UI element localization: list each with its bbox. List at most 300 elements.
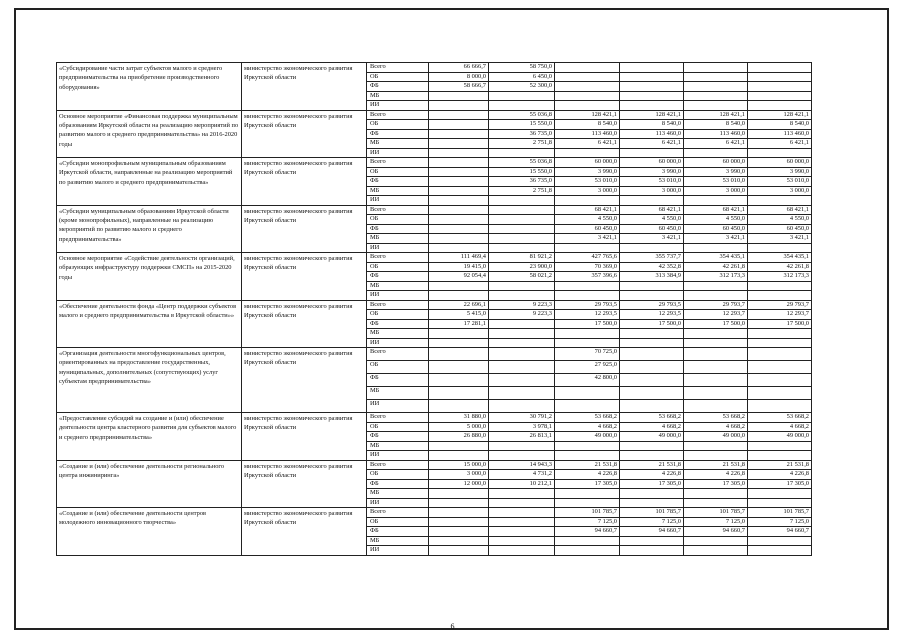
amount-cell: 4 668,2: [684, 422, 748, 432]
amount-cell: [555, 329, 620, 339]
amount-cell: [684, 374, 748, 387]
amount-cell: 7 125,0: [620, 517, 684, 527]
amount-cell: [555, 489, 620, 499]
amount-cell: [555, 281, 620, 291]
amount-cell: [620, 243, 684, 253]
amount-cell: [429, 387, 489, 400]
amount-cell: [555, 91, 620, 101]
amount-cell: [489, 319, 555, 329]
amount-cell: 92 054,4: [429, 272, 489, 282]
amount-cell: [684, 243, 748, 253]
amount-cell: [684, 536, 748, 546]
funding-source-cell: ИИ: [367, 148, 429, 158]
amount-cell: 60 450,0: [748, 224, 812, 234]
amount-cell: 94 660,7: [684, 527, 748, 537]
amount-cell: 4 668,2: [620, 422, 684, 432]
executor-cell: министерство экономического развития Иркутской области: [242, 413, 367, 461]
amount-cell: [748, 82, 812, 92]
amount-cell: 4 550,0: [684, 215, 748, 225]
amount-cell: 55 036,8: [489, 110, 555, 120]
amount-cell: 22 696,1: [429, 300, 489, 310]
amount-cell: 9 223,3: [489, 310, 555, 320]
amount-cell: 3 990,0: [620, 167, 684, 177]
amount-cell: 111 469,4: [429, 253, 489, 263]
amount-cell: [620, 196, 684, 206]
amount-cell: 53 668,2: [555, 413, 620, 423]
amount-cell: 15 550,0: [489, 167, 555, 177]
amount-cell: 58 021,2: [489, 272, 555, 282]
amount-cell: [620, 291, 684, 301]
amount-cell: [429, 205, 489, 215]
funding-source-cell: Всего: [367, 205, 429, 215]
amount-cell: [429, 148, 489, 158]
amount-cell: [489, 215, 555, 225]
funding-source-cell: ОБ: [367, 361, 429, 374]
amount-cell: 26 880,0: [429, 432, 489, 442]
funding-source-cell: МБ: [367, 536, 429, 546]
amount-cell: 312 173,3: [748, 272, 812, 282]
amount-cell: 55 036,8: [489, 158, 555, 168]
activity-name-cell: «Субсидирование части затрат субъектов малого и среднего предпринимательства на приобретение производственного оборудования»: [57, 63, 242, 111]
amount-cell: [555, 82, 620, 92]
activity-name-cell: «Субсидии муниципальным образованиям Иркутской области (кроме монопрофильных), направленные на реализацию мероприятий по развитию малого и среднего предпринимательства»: [57, 205, 242, 253]
funding-source-cell: ОБ: [367, 167, 429, 177]
table-row: [57, 158, 812, 168]
amount-cell: 6 421,1: [620, 139, 684, 149]
amount-cell: 3 421,1: [748, 234, 812, 244]
amount-cell: 49 000,0: [748, 432, 812, 442]
amount-cell: 29 793,5: [620, 300, 684, 310]
amount-cell: [748, 361, 812, 374]
amount-cell: [489, 546, 555, 556]
amount-cell: 3 000,0: [684, 186, 748, 196]
amount-cell: 17 500,0: [748, 319, 812, 329]
funding-source-cell: МБ: [367, 234, 429, 244]
funding-source-cell: Всего: [367, 110, 429, 120]
funding-source-cell: МБ: [367, 441, 429, 451]
amount-cell: 3 421,1: [620, 234, 684, 244]
amount-cell: 4 668,2: [748, 422, 812, 432]
amount-cell: [429, 536, 489, 546]
amount-cell: [684, 348, 748, 361]
funding-source-cell: ФБ: [367, 527, 429, 537]
amount-cell: 23 900,0: [489, 262, 555, 272]
amount-cell: 8 000,0: [429, 72, 489, 82]
amount-cell: [555, 338, 620, 348]
activity-name-cell: Основное мероприятие «Финансовая поддержка муниципальным образованиям Иркутской области на реализацию мероприятий по развитию малого и среднего предпринимательства» на 2016-2020 годы: [57, 110, 242, 158]
funding-source-cell: ОБ: [367, 517, 429, 527]
amount-cell: [429, 234, 489, 244]
executor-cell: министерство экономического развития Иркутской области: [242, 253, 367, 301]
amount-cell: 113 460,0: [748, 129, 812, 139]
table-row: [57, 413, 812, 423]
amount-cell: 53 010,0: [620, 177, 684, 187]
executor-cell: министерство экономического развития Иркутской области: [242, 158, 367, 206]
amount-cell: [748, 291, 812, 301]
amount-cell: 4 550,0: [620, 215, 684, 225]
amount-cell: [489, 148, 555, 158]
amount-cell: [555, 63, 620, 73]
amount-cell: [429, 527, 489, 537]
amount-cell: [748, 441, 812, 451]
amount-cell: [684, 361, 748, 374]
amount-cell: [620, 498, 684, 508]
amount-cell: 3 000,0: [620, 186, 684, 196]
amount-cell: [684, 63, 748, 73]
activity-name-cell: «Субсидии монопрофильным муниципальным образованиям Иркутской области, направленные на реализацию мероприятий по развитию малого и среднего предпринимательства»: [57, 158, 242, 206]
amount-cell: 5 415,0: [429, 310, 489, 320]
amount-cell: 4 550,0: [748, 215, 812, 225]
amount-cell: [489, 374, 555, 387]
amount-cell: 128 421,1: [748, 110, 812, 120]
amount-cell: 3 421,1: [555, 234, 620, 244]
funding-source-cell: ФБ: [367, 272, 429, 282]
amount-cell: 52 300,0: [489, 82, 555, 92]
amount-cell: 113 460,0: [555, 129, 620, 139]
amount-cell: [429, 348, 489, 361]
amount-cell: 26 813,1: [489, 432, 555, 442]
amount-cell: 12 293,5: [620, 310, 684, 320]
amount-cell: [489, 101, 555, 111]
amount-cell: [489, 224, 555, 234]
amount-cell: 27 925,0: [555, 361, 620, 374]
amount-cell: 113 460,0: [684, 129, 748, 139]
amount-cell: 42 261,8: [748, 262, 812, 272]
amount-cell: [555, 148, 620, 158]
amount-cell: [489, 329, 555, 339]
funding-source-cell: ИИ: [367, 196, 429, 206]
funding-source-cell: Всего: [367, 253, 429, 263]
activity-name-cell: «Создание и (или) обеспечение деятельности центров молодежного инновационного творчества»: [57, 508, 242, 556]
funding-source-cell: МБ: [367, 91, 429, 101]
amount-cell: 8 540,0: [555, 120, 620, 130]
amount-cell: [429, 110, 489, 120]
amount-cell: [489, 243, 555, 253]
amount-cell: [489, 234, 555, 244]
amount-cell: 3 990,0: [684, 167, 748, 177]
amount-cell: [429, 489, 489, 499]
amount-cell: [620, 348, 684, 361]
amount-cell: [555, 536, 620, 546]
amount-cell: 21 531,8: [748, 460, 812, 470]
amount-cell: [489, 338, 555, 348]
amount-cell: 17 305,0: [555, 479, 620, 489]
funding-source-cell: ИИ: [367, 498, 429, 508]
funding-source-cell: ФБ: [367, 432, 429, 442]
funding-source-cell: Всего: [367, 348, 429, 361]
amount-cell: [684, 387, 748, 400]
amount-cell: [429, 329, 489, 339]
amount-cell: [429, 91, 489, 101]
amount-cell: [748, 63, 812, 73]
table-row: [57, 110, 812, 120]
amount-cell: [429, 139, 489, 149]
funding-source-cell: МБ: [367, 186, 429, 196]
funding-source-cell: Всего: [367, 158, 429, 168]
funding-source-cell: ФБ: [367, 374, 429, 387]
executor-cell: министерство экономического развития Иркутской области: [242, 348, 367, 413]
funding-source-cell: ОБ: [367, 310, 429, 320]
amount-cell: 8 540,0: [684, 120, 748, 130]
amount-cell: [429, 508, 489, 518]
amount-cell: [555, 400, 620, 413]
amount-cell: 15 550,0: [489, 120, 555, 130]
amount-cell: 94 660,7: [555, 527, 620, 537]
amount-cell: 2 751,8: [489, 139, 555, 149]
amount-cell: [684, 281, 748, 291]
amount-cell: 19 415,0: [429, 262, 489, 272]
amount-cell: [684, 400, 748, 413]
amount-cell: 3 000,0: [429, 470, 489, 480]
amount-cell: 31 880,0: [429, 413, 489, 423]
amount-cell: [555, 196, 620, 206]
amount-cell: [620, 101, 684, 111]
amount-cell: [555, 387, 620, 400]
amount-cell: 81 921,2: [489, 253, 555, 263]
amount-cell: [684, 148, 748, 158]
amount-cell: [684, 498, 748, 508]
amount-cell: [489, 361, 555, 374]
amount-cell: 4 226,8: [555, 470, 620, 480]
amount-cell: [555, 451, 620, 461]
amount-cell: 3 000,0: [555, 186, 620, 196]
activity-name-cell: «Обеспечение деятельности фонда «Центр поддержки субъектов малого и среднего предпринимательства в Иркутской области»»: [57, 300, 242, 348]
funding-source-cell: ОБ: [367, 262, 429, 272]
amount-cell: [684, 451, 748, 461]
funding-source-cell: ИИ: [367, 338, 429, 348]
table-row: [57, 253, 812, 263]
amount-cell: [748, 329, 812, 339]
amount-cell: 58 750,0: [489, 63, 555, 73]
amount-cell: [684, 546, 748, 556]
amount-cell: 6 421,1: [684, 139, 748, 149]
amount-cell: [429, 215, 489, 225]
amount-cell: [620, 82, 684, 92]
amount-cell: [429, 120, 489, 130]
executor-cell: министерство экономического развития Иркутской области: [242, 205, 367, 253]
amount-cell: [684, 91, 748, 101]
amount-cell: [684, 82, 748, 92]
amount-cell: 60 000,0: [620, 158, 684, 168]
amount-cell: [555, 291, 620, 301]
amount-cell: 68 421,1: [555, 205, 620, 215]
funding-source-cell: МБ: [367, 489, 429, 499]
amount-cell: [429, 361, 489, 374]
funding-source-cell: ОБ: [367, 72, 429, 82]
amount-cell: 7 125,0: [555, 517, 620, 527]
executor-cell: министерство экономического развития Иркутской области: [242, 63, 367, 111]
amount-cell: [429, 498, 489, 508]
amount-cell: [429, 374, 489, 387]
amount-cell: [748, 387, 812, 400]
activity-name-cell: «Организация деятельности многофункциональных центров, ориентированных на предоставление государственных, муниципальных, дополнительных (сопутствующих) услуг субъектам предпринимательства»: [57, 348, 242, 413]
funding-source-cell: Всего: [367, 508, 429, 518]
executor-cell: министерство экономического развития Иркутской области: [242, 508, 367, 556]
amount-cell: 128 421,1: [684, 110, 748, 120]
amount-cell: [684, 338, 748, 348]
amount-cell: [489, 517, 555, 527]
table-row: [57, 348, 812, 361]
amount-cell: [429, 177, 489, 187]
amount-cell: 68 421,1: [620, 205, 684, 215]
funding-source-cell: ИИ: [367, 451, 429, 461]
amount-cell: [748, 546, 812, 556]
amount-cell: 4 226,8: [684, 470, 748, 480]
amount-cell: [684, 196, 748, 206]
amount-cell: [748, 498, 812, 508]
amount-cell: [620, 91, 684, 101]
table-row: [57, 300, 812, 310]
amount-cell: [620, 338, 684, 348]
amount-cell: 354 435,1: [748, 253, 812, 263]
amount-cell: [429, 186, 489, 196]
amount-cell: [748, 451, 812, 461]
amount-cell: 4 731,2: [489, 470, 555, 480]
amount-cell: [429, 101, 489, 111]
funding-source-cell: ОБ: [367, 422, 429, 432]
funding-source-cell: ФБ: [367, 129, 429, 139]
amount-cell: [620, 387, 684, 400]
amount-cell: 313 384,9: [620, 272, 684, 282]
funding-source-cell: Всего: [367, 460, 429, 470]
amount-cell: 53 010,0: [684, 177, 748, 187]
amount-cell: 53 668,2: [620, 413, 684, 423]
amount-cell: [489, 291, 555, 301]
amount-cell: 354 435,1: [684, 253, 748, 263]
amount-cell: 49 000,0: [684, 432, 748, 442]
amount-cell: 6 421,1: [748, 139, 812, 149]
amount-cell: 4 226,8: [748, 470, 812, 480]
amount-cell: 101 785,7: [620, 508, 684, 518]
amount-cell: [489, 281, 555, 291]
amount-cell: 58 666,7: [429, 82, 489, 92]
amount-cell: [429, 158, 489, 168]
amount-cell: 60 000,0: [684, 158, 748, 168]
amount-cell: [489, 489, 555, 499]
table-row: [57, 508, 812, 518]
amount-cell: [620, 361, 684, 374]
amount-cell: [429, 441, 489, 451]
amount-cell: [489, 508, 555, 518]
amount-cell: 17 500,0: [620, 319, 684, 329]
amount-cell: 60 450,0: [620, 224, 684, 234]
amount-cell: 357 396,6: [555, 272, 620, 282]
amount-cell: 8 540,0: [748, 120, 812, 130]
amount-cell: 21 531,8: [620, 460, 684, 470]
amount-cell: [429, 546, 489, 556]
amount-cell: 21 531,8: [684, 460, 748, 470]
amount-cell: 36 735,0: [489, 129, 555, 139]
funding-source-cell: Всего: [367, 413, 429, 423]
amount-cell: 10 212,1: [489, 479, 555, 489]
amount-cell: 7 125,0: [748, 517, 812, 527]
funding-source-cell: МБ: [367, 281, 429, 291]
amount-cell: 68 421,1: [748, 205, 812, 215]
budget-table: [56, 62, 812, 556]
executor-cell: министерство экономического развития Иркутской области: [242, 110, 367, 158]
amount-cell: 70 369,0: [555, 262, 620, 272]
amount-cell: [620, 63, 684, 73]
amount-cell: [489, 536, 555, 546]
amount-cell: 15 000,0: [429, 460, 489, 470]
amount-cell: 427 765,6: [555, 253, 620, 263]
amount-cell: [684, 441, 748, 451]
amount-cell: 49 000,0: [620, 432, 684, 442]
amount-cell: [429, 517, 489, 527]
amount-cell: 29 793,7: [748, 300, 812, 310]
amount-cell: 17 500,0: [555, 319, 620, 329]
amount-cell: 128 421,1: [620, 110, 684, 120]
funding-source-cell: МБ: [367, 387, 429, 400]
amount-cell: 355 737,7: [620, 253, 684, 263]
amount-cell: 42 352,8: [620, 262, 684, 272]
amount-cell: [489, 498, 555, 508]
amount-cell: [748, 148, 812, 158]
amount-cell: [555, 441, 620, 451]
amount-cell: [620, 536, 684, 546]
executor-cell: министерство экономического развития Иркутской области: [242, 460, 367, 508]
amount-cell: 70 725,0: [555, 348, 620, 361]
amount-cell: [555, 498, 620, 508]
amount-cell: [429, 196, 489, 206]
executor-cell: министерство экономического развития Иркутской области: [242, 300, 367, 348]
funding-source-cell: Всего: [367, 63, 429, 73]
amount-cell: 60 450,0: [684, 224, 748, 234]
amount-cell: [429, 400, 489, 413]
page-number: 6: [450, 622, 455, 631]
amount-cell: [684, 489, 748, 499]
funding-source-cell: ИИ: [367, 291, 429, 301]
amount-cell: 17 305,0: [748, 479, 812, 489]
amount-cell: 29 793,5: [555, 300, 620, 310]
amount-cell: [620, 441, 684, 451]
amount-cell: 4 226,8: [620, 470, 684, 480]
amount-cell: [429, 224, 489, 234]
table-row: [57, 205, 812, 215]
amount-cell: 14 943,3: [489, 460, 555, 470]
amount-cell: 3 000,0: [748, 186, 812, 196]
amount-cell: [620, 72, 684, 82]
amount-cell: 36 735,0: [489, 177, 555, 187]
amount-cell: [748, 72, 812, 82]
funding-source-cell: Всего: [367, 300, 429, 310]
amount-cell: 128 421,1: [555, 110, 620, 120]
amount-cell: [555, 243, 620, 253]
amount-cell: [748, 374, 812, 387]
amount-cell: 4 550,0: [555, 215, 620, 225]
amount-cell: 21 531,8: [555, 460, 620, 470]
amount-cell: [748, 196, 812, 206]
funding-source-cell: ОБ: [367, 215, 429, 225]
amount-cell: 101 785,7: [684, 508, 748, 518]
amount-cell: [429, 451, 489, 461]
funding-source-cell: ИИ: [367, 243, 429, 253]
amount-cell: [620, 546, 684, 556]
amount-cell: 66 666,7: [429, 63, 489, 73]
amount-cell: [748, 348, 812, 361]
amount-cell: 60 000,0: [748, 158, 812, 168]
activity-name-cell: «Предоставление субсидий на создание и (или) обеспечение деятельности центра кластерного развития для субъектов малого и среднего предпринимательства»: [57, 413, 242, 461]
amount-cell: [429, 281, 489, 291]
funding-source-cell: ФБ: [367, 224, 429, 234]
amount-cell: [489, 451, 555, 461]
amount-cell: [555, 546, 620, 556]
amount-cell: [620, 400, 684, 413]
amount-cell: 68 421,1: [684, 205, 748, 215]
amount-cell: 6 421,1: [555, 139, 620, 149]
amount-cell: 42 261,8: [684, 262, 748, 272]
amount-cell: 17 281,1: [429, 319, 489, 329]
